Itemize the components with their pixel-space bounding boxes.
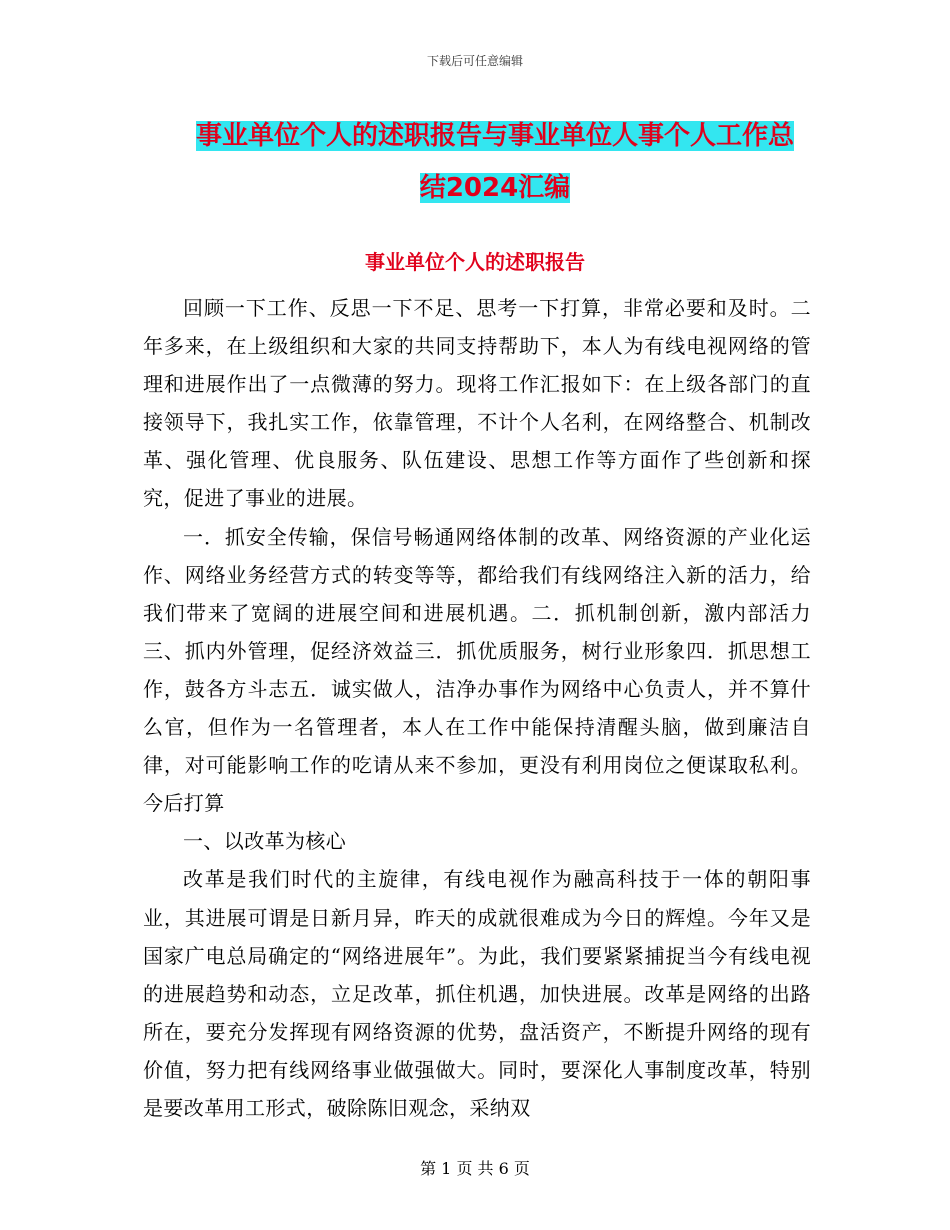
body-paragraph: 一、以改革为核心 — [183, 829, 347, 854]
page-header-note: 下载后可任意编辑 — [426, 54, 523, 68]
document-title — [150, 110, 840, 214]
body-paragraph: 一．抓安全传输，保信号畅通网络体制的改革、网络资源的产业化运作、网络业务经营方式的转变等等，都给我们有线网络注入新的活力，给我们带来了宽阔的进展空间和进展机遇。二．抓机制创新，激内部活力三、抓内外管理，促经济效益三．抓优质服务，树行业形象四．抓思想工作，鼓各方斗志五．诚实做人，洁净办事作为网络中心负责人，并不算什么官，但作为一名管理者，本人在工作中能保持清醒头脑，做到廉洁自律，对可能影响工作的吃请从来不参加，更没有利用岗位之便谋取私利。今后打算 — [143, 524, 811, 816]
document-title-line-2: 结2024汇编 — [419, 173, 571, 203]
body-paragraph: 改革是我们时代的主旋律，有线电视作为融高科技于一体的朝阳事业，其进展可谓是日新月异，昨天的成就很难成为今日的辉煌。今年又是国家广电总局确定的“网络进展年”。为此，我们要紧紧捕捉当今有线电视的进展趋势和动态，立足改革，抓住机遇，加快进展。改革是网络的出路所在，要充分发挥现有网络资源的优势，盘活资产，不断提升网络的现有价值，努力把有线网络事业做强做大。同时，要深化人事制度改革，特别是要改革用工形式，破除陈旧观念，采纳双 — [143, 867, 811, 1120]
page-number-footer: 第 1 页 共 6 页 — [420, 1159, 530, 1178]
section-title: 事业单位个人的述职报告 — [365, 250, 585, 274]
document-body — [143, 289, 811, 1127]
document-title-line-1: 事业单位个人的述职报告与事业单位人事个人工作总 — [195, 121, 794, 151]
body-paragraph: 回顾一下工作、反思一下不足、思考一下打算，非常必要和及时。二年多来，在上级组织和大家的共同支持帮助下，本人为有线电视网络的管理和进展作出了一点微薄的努力。现将工作汇报如下：在上级各部门的直接领导下，我扎实工作，依靠管理，不计个人名利，在网络整合、机制改革、强化管理、优良服务、队伍建设、思想工作等方面作了些创新和探究，促进了事业的进展。 — [143, 296, 811, 511]
